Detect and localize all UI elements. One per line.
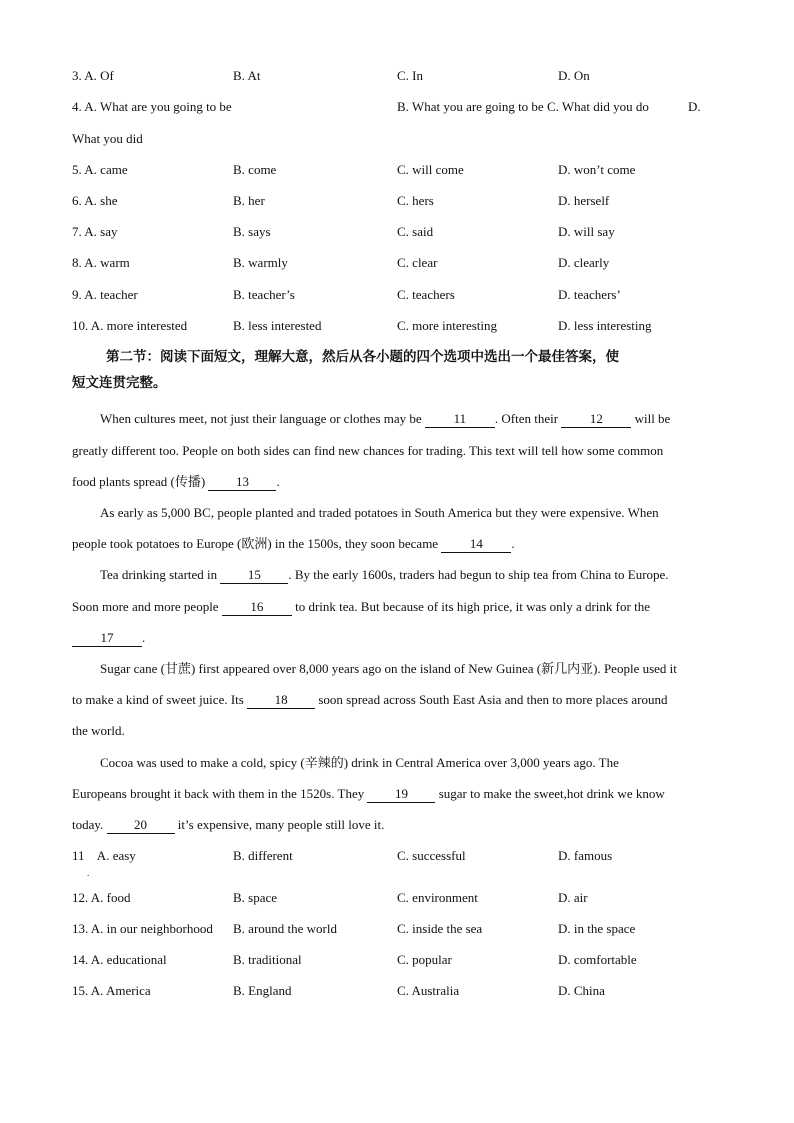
blank-17: 17 [72, 629, 142, 647]
passage-p2-line-1: As early as 5,000 BC, people planted and traded potatoes in South America but they were expensive. When [100, 505, 659, 520]
question-10-options [72, 316, 732, 336]
option-c: C. popular [397, 952, 452, 967]
question-14-options [72, 950, 732, 970]
option-d: D. comfortable [558, 952, 637, 967]
question-15-options [72, 981, 732, 1001]
option-c: C. clear [397, 255, 438, 270]
option-b-c: B. What you are going to be C. What did you do [397, 99, 649, 114]
option-c: C. more interesting [397, 318, 498, 333]
blank-14: 14 [441, 535, 511, 553]
option-c: C. successful [397, 848, 466, 863]
option-d: D. will say [558, 224, 615, 239]
option-d: D. won’t come [558, 162, 636, 177]
blank-15: 15 [220, 566, 288, 584]
passage-p2-line-2: people took potatoes to Europe (欧洲) in the 1500s, they soon became 14 . [72, 536, 515, 551]
option-d: D. On [558, 68, 590, 83]
option-a: 8. A. warm [72, 255, 130, 270]
blank-16: 16 [222, 598, 292, 616]
option-d: D. less interesting [558, 318, 652, 333]
question-4-continuation [72, 129, 732, 149]
option-a: 3. A. Of [72, 68, 114, 83]
option-d: D. China [558, 983, 605, 998]
blank-13: 13 [208, 473, 276, 491]
option-a: 5. A. came [72, 162, 128, 177]
option-a: 7. A. say [72, 224, 118, 239]
option-c: C. environment [397, 890, 478, 905]
blank-11: 11 [425, 410, 495, 428]
option-a: 12. A. food [72, 890, 131, 905]
question-8-options [72, 253, 732, 273]
question-5-options [72, 160, 732, 180]
option-a: 4. A. What are you going to be [72, 99, 232, 114]
passage-p5-line-3: today. 20 it’s expensive, many people still love it. [72, 817, 385, 832]
passage-p5-line-2: Europeans brought it back with them in the 1520s. They 19 sugar to make the sweet,hot drink we know [72, 786, 665, 801]
option-a: 14. A. educational [72, 952, 167, 967]
section-2-line-1: 第二节：阅读下面短文，理解大意，然后从各小题的四个选项中选出一个最佳答案，使 [106, 349, 619, 365]
blank-12: 12 [561, 410, 631, 428]
passage-p1-line-3: food plants spread (传播) 13 . [72, 474, 280, 489]
passage-p4-line-3: the world. [72, 723, 125, 738]
blank-18: 18 [247, 691, 315, 709]
option-d: D. in the space [558, 921, 636, 936]
passage-p4-line-2: to make a kind of sweet juice. Its 18 soon spread across South East Asia and then to more places around [72, 692, 668, 707]
option-d-label: D. [688, 99, 701, 114]
question-9-options [72, 285, 732, 305]
option-c: C. teachers [397, 287, 455, 302]
option-b: B. says [233, 224, 271, 239]
option-a: 10. A. more interested [72, 318, 188, 333]
question-4-options [72, 97, 732, 117]
option-a: 11 A. easy [72, 848, 136, 863]
option-b: B. warmly [233, 255, 288, 270]
question-3-options [72, 66, 732, 86]
option-c: C. Australia [397, 983, 460, 998]
question-13-options [72, 919, 732, 939]
option-b: B. around the world [233, 921, 337, 936]
option-a: 9. A. teacher [72, 287, 138, 302]
passage-p4-line-1: Sugar cane (甘蔗) first appeared over 8,000 years ago on the island of New Guinea (新几内亚). People used it [100, 661, 677, 676]
passage-p3-line-3: 17 . [72, 628, 732, 648]
option-d: What you did [72, 131, 143, 146]
section-2-instructions [72, 344, 732, 396]
option-b: B. her [233, 193, 265, 208]
option-c: C. inside the sea [397, 921, 483, 936]
option-c: C. said [397, 224, 434, 239]
option-a: 13. A. in our neighborhood [72, 921, 213, 936]
option-b: B. different [233, 848, 293, 863]
question-6-options [72, 191, 732, 211]
question-11-options [72, 846, 732, 866]
question-12-options [72, 888, 732, 908]
option-b: B. less interested [233, 318, 322, 333]
option-b: B. teacher’s [233, 287, 295, 302]
passage-p3-line-1: Tea drinking started in 15 . By the early 1600s, traders had begun to ship tea from China to Europe. [100, 567, 669, 582]
stray-dot: . [87, 868, 90, 878]
option-d: D. herself [558, 193, 610, 208]
option-c: C. In [397, 68, 423, 83]
option-d: D. teachers’ [558, 287, 621, 302]
option-b: B. At [233, 68, 261, 83]
option-b: B. come [233, 162, 277, 177]
blank-19: 19 [367, 785, 435, 803]
option-b: B. space [233, 890, 278, 905]
passage-p5-line-1: Cocoa was used to make a cold, spicy (辛辣的) drink in Central America over 3,000 years ago. The [100, 755, 619, 770]
option-c: C. hers [397, 193, 434, 208]
option-d: D. famous [558, 848, 613, 863]
blank-20: 20 [107, 816, 175, 834]
option-a: 6. A. she [72, 193, 118, 208]
passage-p1-line-2: greatly different too. People on both sides can find new chances for trading. This text will tell how some common [72, 443, 664, 458]
section-2-line-2: 短文连贯完整。 [72, 375, 167, 391]
option-b: B. England [233, 983, 292, 998]
option-d: D. air [558, 890, 588, 905]
option-a: 15. A. America [72, 983, 151, 998]
passage-p3-line-2: Soon more and more people 16 to drink tea. But because of its high price, it was only a drink for the [72, 599, 650, 614]
passage-p1-line-1: When cultures meet, not just their language or clothes may be 11 . Often their 12 will be [100, 411, 671, 426]
option-d: D. clearly [558, 255, 610, 270]
option-c: C. will come [397, 162, 464, 177]
option-b: B. traditional [233, 952, 302, 967]
question-7-options [72, 222, 732, 242]
